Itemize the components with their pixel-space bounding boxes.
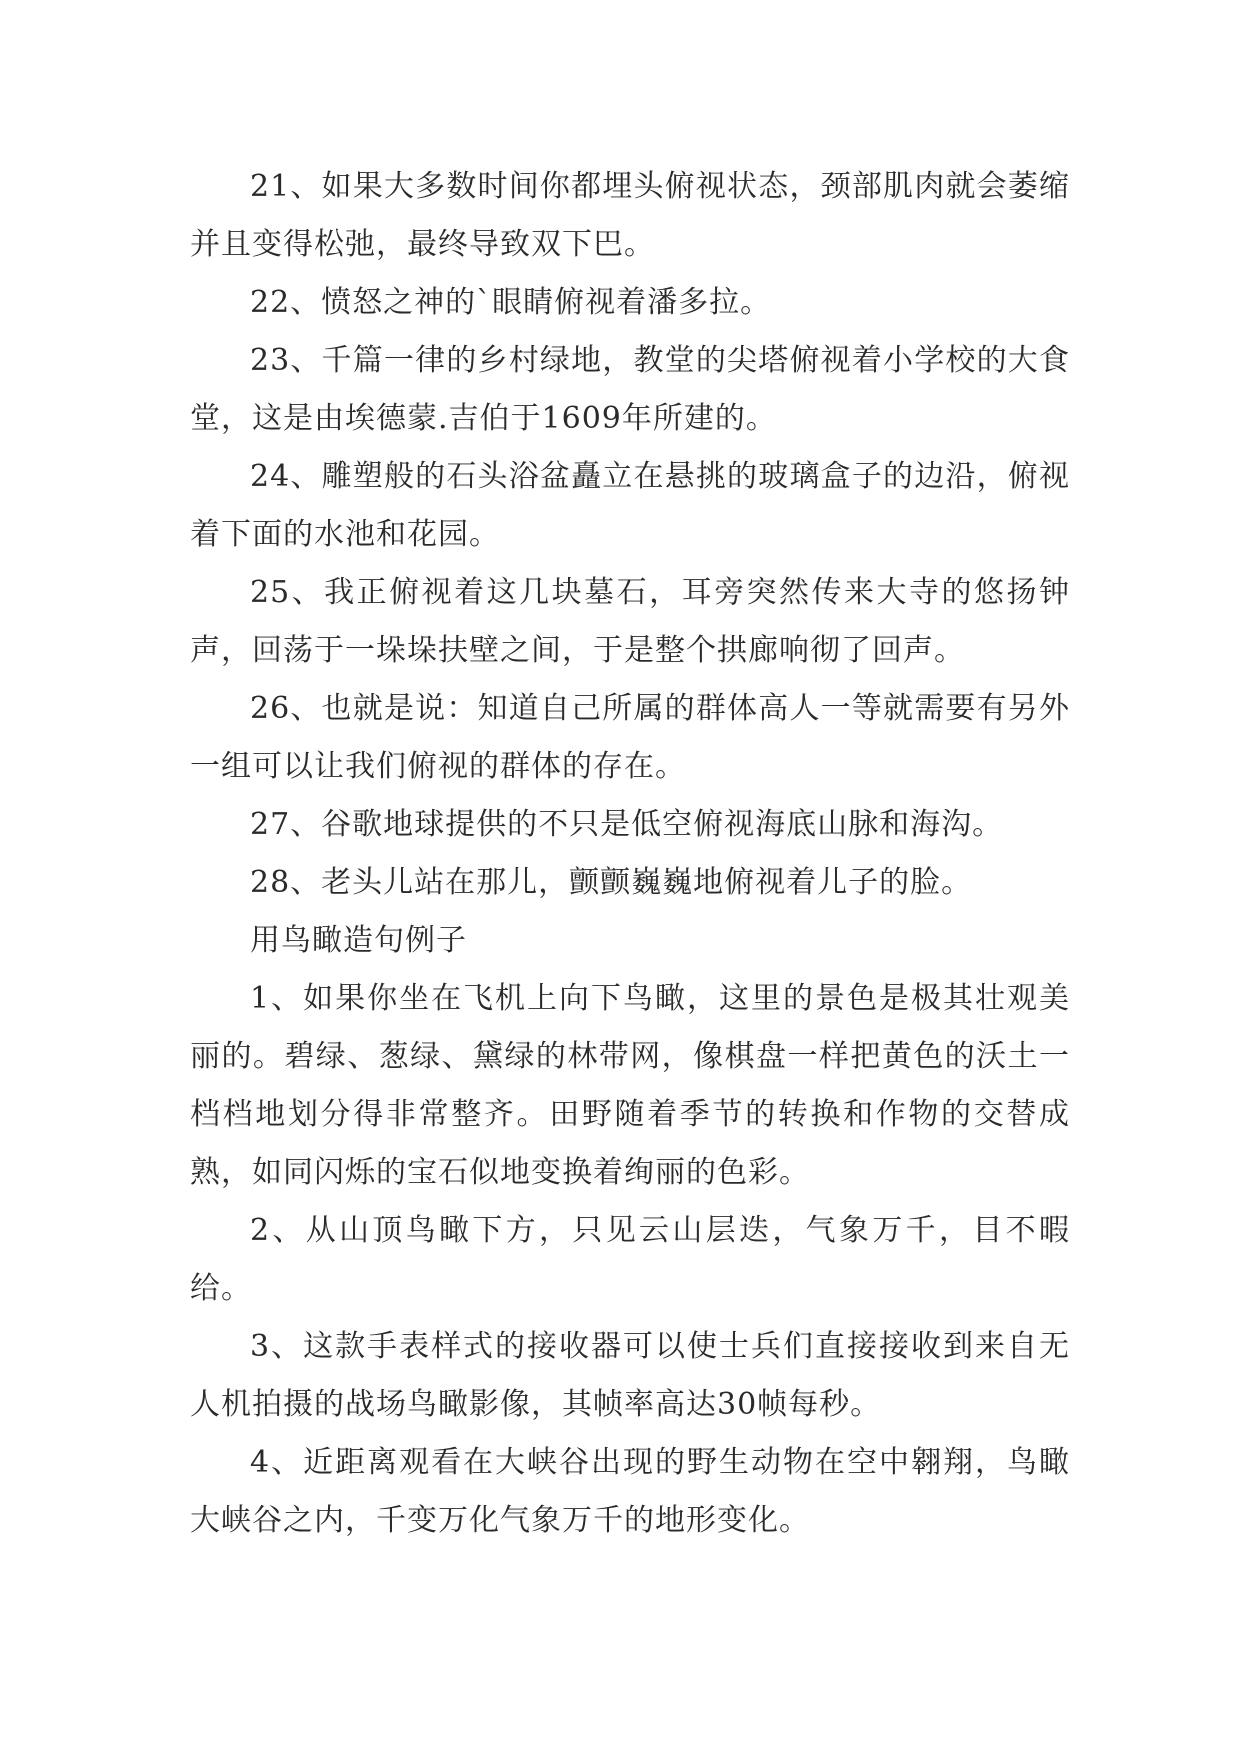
section-paragraph-2: 2、从山顶鸟瞰下方，只见云山层迭，气象万千，目不暇给。 (190, 1213, 1070, 1306)
paragraph-22: 22、愤怒之神的`眼睛俯视着潘多拉。 (250, 285, 772, 320)
section-paragraph-3: 3、这款手表样式的接收器可以使士兵们直接接收到来自无人机拍摄的战场鸟瞰影像，其帧率高达30帧每秒。 (190, 1329, 1070, 1422)
document-body (190, 158, 1070, 1550)
paragraph-27: 27、谷歌地球提供的不只是低空俯视海底山脉和海沟。 (250, 807, 1004, 842)
paragraph-28: 28、老头儿站在那儿，颤颤巍巍地俯视着儿子的脸。 (250, 865, 973, 900)
section-heading: 用鸟瞰造句例子 (250, 923, 467, 958)
section-paragraph-4: 4、近距离观看在大峡谷出现的野生动物在空中翱翔，鸟瞰大峡谷之内，千变万化气象万千的地形变化。 (190, 1445, 1070, 1538)
section-paragraph-1: 1、如果你坐在飞机上向下鸟瞰，这里的景色是极其壮观美丽的。碧绿、葱绿、黛绿的林带网，像棋盘一样把黄色的沃土一档档地划分得非常整齐。田野随着季节的转换和作物的交替成熟，如同闪烁的宝石似地变换着绚丽的色彩。 (190, 981, 1070, 1190)
paragraph-24: 24、雕塑般的石头浴盆矗立在悬挑的玻璃盒子的边沿，俯视着下面的水池和花园。 (190, 459, 1070, 552)
paragraph-26: 26、也就是说：知道自己所属的群体高人一等就需要有另外一组可以让我们俯视的群体的存在。 (190, 691, 1070, 784)
paragraph-23: 23、千篇一律的乡村绿地，教堂的尖塔俯视着小学校的大食堂，这是由埃德蒙.吉伯于1609年所建的。 (190, 343, 1070, 436)
paragraph-21: 21、如果大多数时间你都埋头俯视状态，颈部肌肉就会萎缩并且变得松弛，最终导致双下巴。 (190, 169, 1070, 262)
paragraph-25: 25、我正俯视着这几块墓石，耳旁突然传来大寺的悠扬钟声，回荡于一垛垛扶壁之间，于是整个拱廊响彻了回声。 (190, 575, 1070, 668)
